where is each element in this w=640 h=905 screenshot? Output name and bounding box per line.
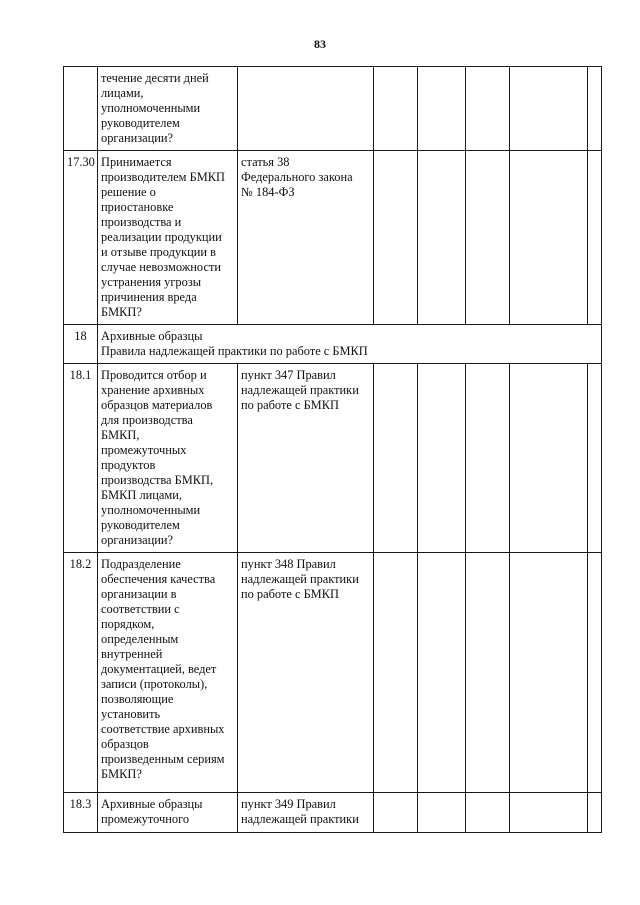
answer-no-cell[interactable]	[418, 151, 466, 325]
table-row	[64, 553, 602, 793]
requirement-cell	[98, 553, 238, 793]
answer-no-cell[interactable]	[418, 67, 466, 151]
section-row	[64, 325, 602, 364]
comment-cell[interactable]	[510, 553, 588, 793]
answer-yes-cell[interactable]	[374, 151, 418, 325]
extra-cell[interactable]	[588, 151, 602, 325]
reference-text: пункт 349 Правил надлежащей практики	[241, 797, 359, 826]
answer-no-cell[interactable]	[418, 364, 466, 553]
table-row	[64, 67, 602, 151]
reference-text: пункт 348 Правил надлежащей практики по работе с БМКП	[241, 557, 359, 601]
answer-na-cell[interactable]	[466, 553, 510, 793]
comment-cell[interactable]	[510, 793, 588, 833]
comment-cell[interactable]	[510, 67, 588, 151]
reference-cell	[238, 553, 374, 793]
row-number	[64, 67, 98, 151]
answer-na-cell[interactable]	[466, 151, 510, 325]
requirement-text: течение десяти дней лицами, уполномоченными руководителем организации?	[101, 71, 209, 145]
reference-cell	[238, 67, 374, 151]
reference-text: пункт 347 Правил надлежащей практики по работе с БМКП	[241, 368, 359, 412]
extra-cell[interactable]	[588, 793, 602, 833]
comment-cell[interactable]	[510, 364, 588, 553]
answer-na-cell[interactable]	[466, 67, 510, 151]
reference-cell	[238, 793, 374, 833]
row-number: 18.3	[64, 793, 98, 833]
reference-cell	[238, 151, 374, 325]
extra-cell[interactable]	[588, 364, 602, 553]
answer-yes-cell[interactable]	[374, 553, 418, 793]
requirement-text: Подразделение обеспечения качества организации в соответствии с порядком, определенным внутренней документацией, ведет записи (протоколы), позволяющие установить соответствие архивных образцов произведенным сериям БМКП?	[101, 557, 225, 781]
row-number: 18.1	[64, 364, 98, 553]
table-row	[64, 151, 602, 325]
requirement-text: Принимается производителем БМКП решение о приостановке производства и реализации продукции и отзыве продукции в случае невозможности устранения угрозы причинения вреда БМКП?	[101, 155, 225, 319]
row-number: 17.30	[64, 151, 98, 325]
checklist-table	[63, 66, 602, 833]
reference-cell	[238, 364, 374, 553]
requirement-text: Проводится отбор и хранение архивных образцов материалов для производства БМКП, промежуточных продуктов производства БМКП, БМКП лицами, уполномоченными руководителем организации?	[101, 368, 214, 547]
section-title: Архивные образцы	[101, 329, 203, 343]
extra-cell[interactable]	[588, 553, 602, 793]
requirement-cell	[98, 151, 238, 325]
reference-text: статья 38 Федерального закона № 184-ФЗ	[241, 155, 353, 199]
extra-cell[interactable]	[588, 67, 602, 151]
requirement-cell	[98, 793, 238, 833]
section-subtitle: Правила надлежащей практики по работе с БМКП	[101, 344, 368, 358]
section-number: 18	[64, 325, 98, 364]
answer-na-cell[interactable]	[466, 364, 510, 553]
answer-yes-cell[interactable]	[374, 793, 418, 833]
answer-no-cell[interactable]	[418, 553, 466, 793]
answer-na-cell[interactable]	[466, 793, 510, 833]
table-row	[64, 364, 602, 553]
answer-yes-cell[interactable]	[374, 67, 418, 151]
row-number: 18.2	[64, 553, 98, 793]
table-row	[64, 793, 602, 833]
requirement-cell	[98, 67, 238, 151]
requirement-text: Архивные образцы промежуточного	[101, 797, 203, 826]
section-title-cell	[98, 325, 602, 364]
page-number: 83	[314, 37, 326, 51]
answer-yes-cell[interactable]	[374, 364, 418, 553]
comment-cell[interactable]	[510, 151, 588, 325]
requirement-cell	[98, 364, 238, 553]
answer-no-cell[interactable]	[418, 793, 466, 833]
